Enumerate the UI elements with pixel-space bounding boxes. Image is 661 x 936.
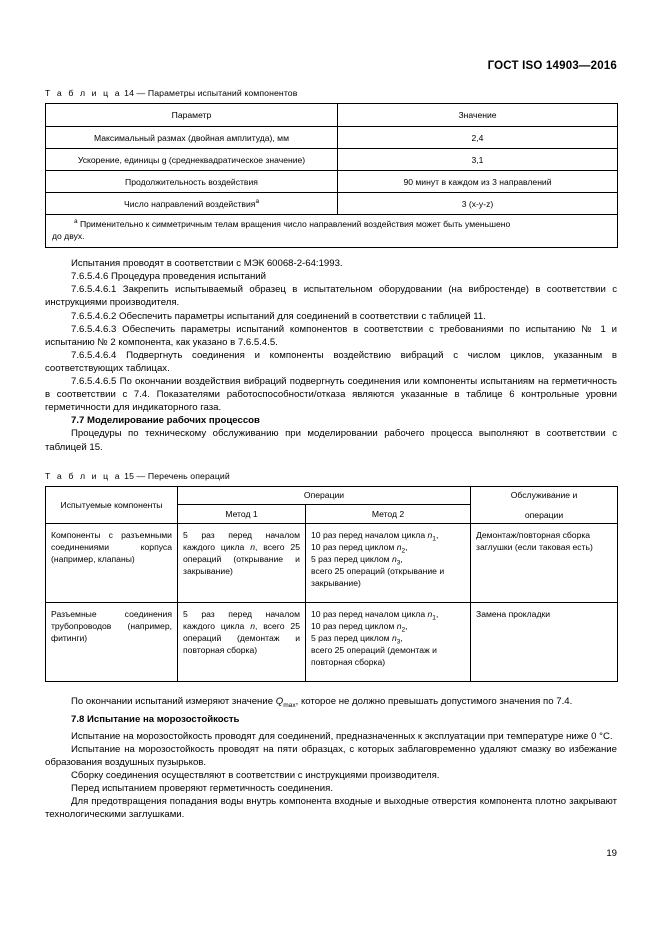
table-row <box>46 149 618 171</box>
method2-line1-subscript: 1 <box>432 614 436 622</box>
table-14-header-row <box>46 104 618 127</box>
standard-designation: ГОСТ ISO 14903—2016 <box>487 60 617 72</box>
method2-line3-pre: 5 раз перед циклом <box>311 554 392 564</box>
paragraph-7-8-3: Сборку соединения осуществляют в соответствии с инструкциями производителя. <box>71 770 440 782</box>
method1-variable: n <box>250 541 255 552</box>
table-14-caption-dash: — <box>136 88 146 98</box>
paragraph-7-8-1: Испытание на морозостойкость проводят для соединений, предназначенных к эксплуатации при температуре ниже 0 °С. <box>71 730 613 742</box>
clause-7-6-5-4-6-2: 7.6.5.4.6.2 Обеспечить параметры испытаний для соединений в соответствии с таблицей 11. <box>71 310 486 322</box>
qmax-pre: По окончании испытаний измеряют значение <box>71 695 276 707</box>
table-15-col-service <box>471 486 618 523</box>
table-15-cell-method2 <box>306 602 471 681</box>
method2-line2-variable: n <box>396 620 402 631</box>
method2-line1-subscript: 1 <box>432 535 436 543</box>
method2-line3-variable: n <box>391 633 397 644</box>
paragraph-7-7-intro: Процедуры по техническому обслуживанию при моделировании рабочего процесса выполняют в соответствии с таблицей 15. <box>45 428 617 453</box>
method1-pre: 5 раз перед началом каждого цикла <box>183 529 300 552</box>
footnote-line-2: до двух. <box>52 230 85 241</box>
method1-post: , всего 25 операций (открывание и закрывание) <box>183 541 300 577</box>
method2-line1-pre: 10 раз перед началом цикла <box>311 608 428 619</box>
paragraph-qmax <box>45 695 617 708</box>
method2-line3-post: , <box>400 633 403 644</box>
table-row <box>46 193 618 215</box>
table-15-caption <box>45 471 617 481</box>
footnote-marker: a <box>255 197 260 205</box>
table-15-cell-component: Разъемные соединения трубопроводов (например, фитинги) <box>46 602 178 681</box>
table-row <box>46 523 618 602</box>
table-14-cell-param-text: Число направлений воздействия <box>123 198 256 209</box>
table-15-caption-title: Перечень операций <box>147 470 230 481</box>
method2-line2-post: , <box>405 541 408 552</box>
table-14-caption-title: Параметры испытаний компонентов <box>147 88 298 98</box>
table-15-cell-method2 <box>306 523 471 602</box>
table-row <box>46 171 618 193</box>
method2-line3-pre: 5 раз перед циклом <box>311 633 392 644</box>
method2-line3-variable: n <box>391 554 397 564</box>
footnote-line-1: Применительно к симметричным телам вращения число направлений воздействия может быть уменьшено <box>79 219 511 229</box>
method2-line2-subscript: 2 <box>401 547 406 555</box>
table-15-col-service-line1: Обслуживание и <box>510 489 578 500</box>
page-number <box>0 848 617 859</box>
table-14-footnote <box>46 215 618 248</box>
method2-line3-subscript: 3 <box>396 638 401 646</box>
paragraph-iec-reference: Испытания проводят в соответствии с МЭК 60068-2-64:1993. <box>71 258 343 270</box>
table-15-cell-service: Замена прокладки <box>471 602 618 681</box>
body-block-2 <box>45 695 617 822</box>
method2-line1-pre: 10 раз перед началом цикла <box>311 529 428 540</box>
table-14-cell-param: Продолжительность воздействия <box>46 171 338 193</box>
table-14-col-value: Значение <box>338 104 618 127</box>
table-14-cell-param: Ускорение, единицы g (среднеквадратическое значение) <box>46 149 338 171</box>
table-15-col-method1: Метод 1 <box>178 505 306 524</box>
clause-7-6-5-4-6-5: 7.6.5.4.6.5 По окончании воздействия вибраций подвергнуть соединения или компоненты испытаниям на герметичность в соответствии с 7.4. Показателями работоспособности/отказа являются указанные в таблице 6 контрольные уровни герметичности для индикаторного газа. <box>45 376 617 414</box>
body-block-1 <box>45 257 617 453</box>
table-14-cell-value: 3,1 <box>338 149 618 171</box>
page-number-value: 19 <box>606 848 617 859</box>
qmax-post: , которое не должно превышать допустимого значения по 7.4. <box>295 695 573 707</box>
qmax-subscript: max <box>283 701 296 709</box>
document-content <box>45 88 617 821</box>
table-row <box>46 127 618 149</box>
table-14-caption-number: 14 <box>124 88 135 98</box>
table-14-cell-value: 3 (x-y-z) <box>338 193 618 215</box>
table-15-header-row-1 <box>46 486 618 505</box>
table-15-cell-component: Компоненты с разъемными соединениями корпуса (например, клапаны) <box>46 523 178 602</box>
table-14-caption <box>45 88 617 98</box>
method1-pre: 5 раз перед началом каждого цикла <box>183 608 300 631</box>
table-15-cell-method1 <box>178 602 306 681</box>
table-14 <box>45 103 618 248</box>
method2-line2-variable: n <box>396 541 402 552</box>
table-15-col-service-line2: операции <box>524 509 564 520</box>
table-14-cell-param: Максимальный размах (двойная амплитуда), мм <box>46 127 338 149</box>
paragraph-7-8-2: Испытание на морозостойкость проводят на пяти образцах, с которых заблаговременно удаляют смазку во избежание образования воздушных пузырьков. <box>45 743 617 768</box>
method2-line4: всего 25 операций (демонтаж и повторная сборка) <box>311 645 437 668</box>
method1-variable: n <box>250 620 255 631</box>
table-15-col-operations: Операции <box>178 486 471 505</box>
footnote-marker-ref: a <box>74 218 78 226</box>
method2-line1-variable: n <box>427 608 433 619</box>
table-14-col-parameter: Параметр <box>46 104 338 127</box>
heading-7-7: 7.7 Моделирование рабочих процессов <box>71 415 260 427</box>
table-14-cell-value: 2,4 <box>338 127 618 149</box>
method2-line1-post: , <box>435 529 439 540</box>
table-14-footnote-row <box>46 215 618 248</box>
paragraph-7-8-4: Перед испытанием проверяют герметичность соединения. <box>71 783 334 795</box>
clause-7-6-5-4-6-3: 7.6.5.4.6.3 Обеспечить параметры испытаний компонентов в соответствии с требованиями по испытанию № 1 и испытанию № 2 компонента, как указано в 7.6.5.4.5. <box>45 323 617 348</box>
qmax-variable: Q <box>275 695 284 707</box>
method2-line2-pre: 10 раз перед циклом <box>311 541 397 552</box>
table-14-cell-param <box>46 193 338 215</box>
clause-7-6-5-4-6: 7.6.5.4.6 Процедура проведения испытаний <box>71 271 267 283</box>
method2-line1-variable: n <box>427 529 433 540</box>
method2-line4: всего 25 операций (открывание и закрывание) <box>311 566 445 589</box>
method2-line1-post: , <box>435 608 439 619</box>
method2-line3-subscript: 3 <box>396 559 401 567</box>
table-14-caption-label: Т а б л и ц а <box>45 88 122 98</box>
table-15-caption-dash: — <box>136 470 146 481</box>
method2-line2-pre: 10 раз перед циклом <box>311 620 397 631</box>
heading-7-8: 7.8 Испытание на морозостойкость <box>71 713 240 725</box>
table-15-caption-number: 15 <box>124 470 135 481</box>
clause-7-6-5-4-6-1: 7.6.5.4.6.1 Закрепить испытываемый образец в испытательном оборудовании (на вибростенде) в соответствии с инструкциями производителя. <box>45 284 617 309</box>
table-15-caption-label: Т а б л и ц а <box>45 470 122 481</box>
method1-post: , всего 25 операций (демонтаж и повторная сборка) <box>183 620 300 656</box>
table-15 <box>45 486 618 682</box>
table-15-cell-service: Демонтаж/повторная сборка заглушки (если таковая есть) <box>471 523 618 602</box>
table-15-cell-method1 <box>178 523 306 602</box>
method2-line2-post: , <box>405 620 408 631</box>
table-14-cell-value: 90 минут в каждом из 3 направлений <box>338 171 618 193</box>
table-15-col-method2: Метод 2 <box>306 505 471 524</box>
paragraph-7-8-5: Для предотвращения попадания воды внутрь компонента входные и выходные отверстия компонента плотно закрывают технологическими заглушками. <box>45 796 617 821</box>
clause-7-6-5-4-6-4: 7.6.5.4.6.4 Подвергнуть соединения и компоненты воздействию вибраций с числом циклов, указанным в соответствующих таблицах. <box>45 349 617 374</box>
method2-line3-post: , <box>400 554 403 564</box>
page-header <box>0 60 617 72</box>
table-row <box>46 602 618 681</box>
method2-line2-subscript: 2 <box>401 626 406 634</box>
table-15-col-components: Испытуемые компоненты <box>46 486 178 523</box>
